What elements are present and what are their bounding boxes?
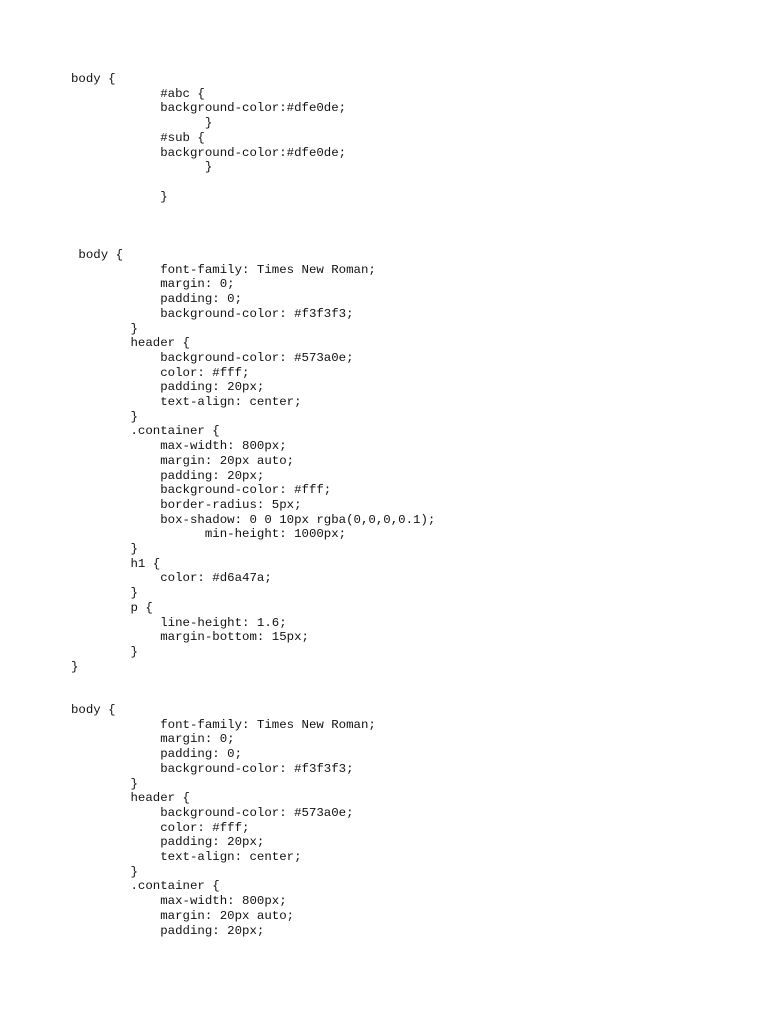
code-line: font-family: Times New Roman; xyxy=(71,717,376,732)
code-line: } xyxy=(71,116,213,131)
code-line: box-shadow: 0 0 10px rgba(0,0,0,0.1); xyxy=(71,512,436,527)
code-line: header { xyxy=(71,336,190,351)
code-line: background-color: #f3f3f3; xyxy=(71,761,354,776)
code-line: margin-bottom: 15px; xyxy=(71,630,309,645)
code-line: } xyxy=(71,542,138,556)
code-line: background-color:#dfe0de; xyxy=(71,145,347,160)
code-line: margin: 0; xyxy=(71,277,235,292)
code-line: padding: 0; xyxy=(71,292,243,307)
code-line: margin: 20px auto; xyxy=(71,908,295,923)
code-line: padding: 20px; xyxy=(71,468,265,483)
code-line: } xyxy=(71,659,79,674)
code-line: } xyxy=(71,776,138,791)
code-line: p { xyxy=(71,600,153,615)
code-line: body { xyxy=(71,72,116,86)
code-line: font-family: Times New Roman; xyxy=(71,262,376,277)
code-line: padding: 20px; xyxy=(71,380,265,395)
code-line: text-align: center; xyxy=(71,395,302,409)
code-line: h1 { xyxy=(71,556,161,571)
code-line: color: #d6a47a; xyxy=(71,571,272,586)
code-line: .container { xyxy=(71,879,220,894)
code-line: background-color: #fff; xyxy=(71,483,332,498)
code-line: padding: 20px; xyxy=(71,923,265,938)
code-line: } xyxy=(71,160,213,175)
code-line: color: #fff; xyxy=(71,365,250,380)
code-line: padding: 0; xyxy=(71,747,243,762)
code-line: color: #fff; xyxy=(71,820,250,835)
code-line: background-color: #f3f3f3; xyxy=(71,306,354,321)
code-line: max-width: 800px; xyxy=(71,894,287,909)
code-line: } xyxy=(71,321,138,336)
code-line: background-color:#dfe0de; xyxy=(71,101,347,116)
code-line: #sub { xyxy=(71,130,205,145)
code-line: border-radius: 5px; xyxy=(71,497,302,512)
code-line: .container { xyxy=(71,424,220,439)
code-line: line-height: 1.6; xyxy=(71,615,287,630)
code-line: body { xyxy=(71,248,124,262)
code-line: } xyxy=(71,189,168,204)
code-line: background-color: #573a0e; xyxy=(71,805,354,820)
code-line: } xyxy=(71,644,138,659)
code-line: margin: 20px auto; xyxy=(71,453,295,468)
code-line: header { xyxy=(71,791,190,806)
code-line: } xyxy=(71,864,138,879)
code-line: #abc { xyxy=(71,86,205,101)
code-line: background-color: #573a0e; xyxy=(71,350,354,365)
code-line: margin: 0; xyxy=(71,732,235,747)
code-line: body { xyxy=(71,703,116,717)
code-line: padding: 20px; xyxy=(71,835,265,850)
code-line: min-height: 1000px; xyxy=(71,527,347,542)
code-line: text-align: center; xyxy=(71,850,302,864)
code-line: } xyxy=(71,586,138,601)
code-line: max-width: 800px; xyxy=(71,439,287,454)
code-line: } xyxy=(71,409,138,424)
